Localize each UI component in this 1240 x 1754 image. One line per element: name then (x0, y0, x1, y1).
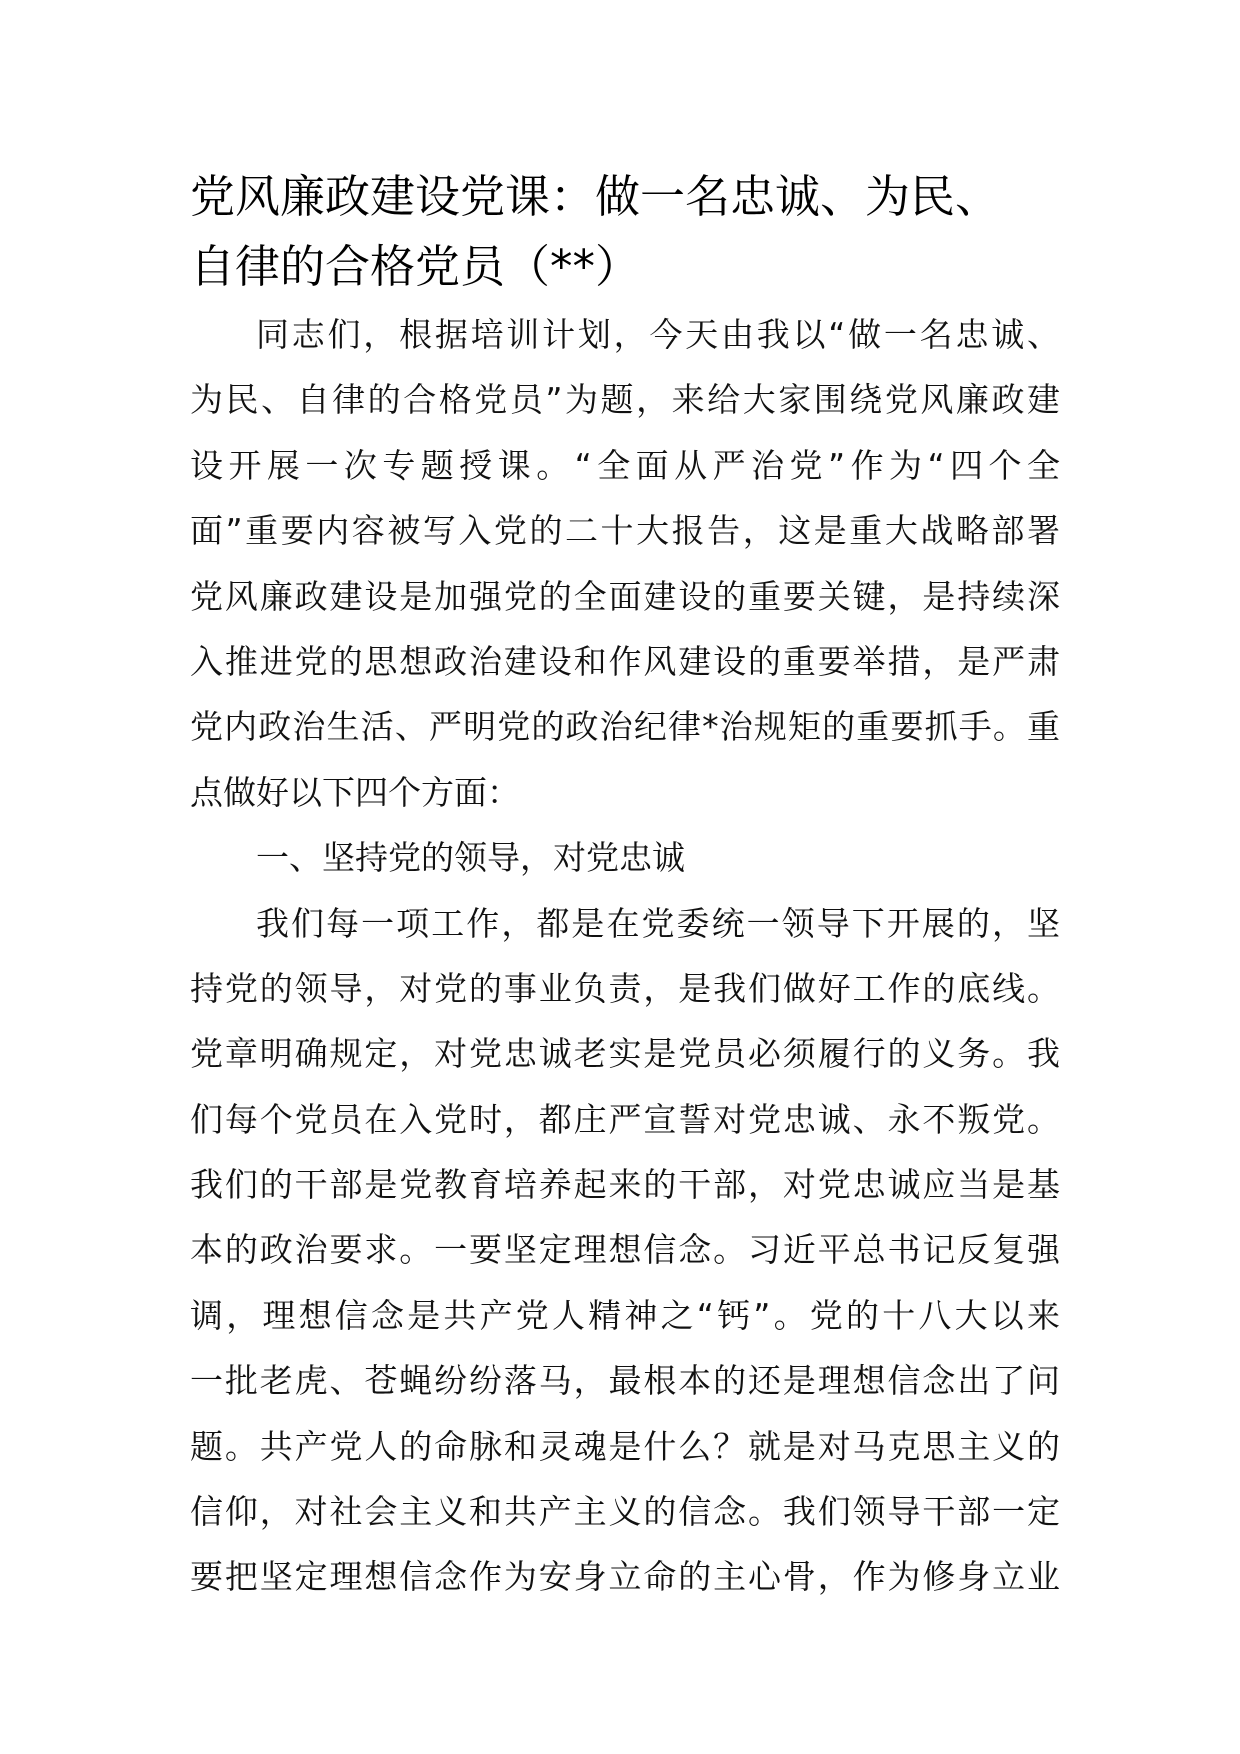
text-line: 党章明确规定，对党忠诚老实是党员必须履行的义务。我 (190, 1034, 1060, 1074)
text-line: 要把坚定理想信念作为安身立命的主心骨，作为修身立业 (190, 1557, 1060, 1597)
section-paragraph (190, 891, 1060, 1610)
text-line: 点做好以下四个方面： (190, 772, 520, 812)
text-line: 信仰，对社会主义和共产主义的信念。我们领导干部一定 (190, 1492, 1060, 1532)
title-line: 自律的合格党员（**） (190, 240, 641, 293)
text-line: 们每个党员在入党时，都庄严宣誓对党忠诚、永不叛党。 (190, 1099, 1060, 1139)
text-line: 党风廉政建设是加强党的全面建设的重要关键，是持续深 (190, 576, 1060, 616)
text-line: 本的政治要求。一要坚定理想信念。习近平总书记反复强 (190, 1230, 1060, 1270)
text-line: 我们每一项工作，都是在党委统一领导下开展的，坚 (256, 903, 1060, 943)
section-heading: 一、坚持党的领导，对党忠诚 (256, 838, 685, 878)
text-line: 一批老虎、苍蝇纷纷落马，最根本的还是理想信念出了问 (190, 1361, 1060, 1401)
text-line: 持党的领导，对党的事业负责，是我们做好工作的底线。 (190, 968, 1060, 1008)
document-title (190, 162, 1060, 302)
text-line: 调，理想信念是共产党人精神之“钙”。党的十八大以来 (190, 1295, 1060, 1335)
text-line: 我们的干部是党教育培养起来的干部，对党忠诚应当是基 (190, 1165, 1060, 1205)
text-line: 同志们，根据培训计划，今天由我以“做一名忠诚、 (256, 315, 1060, 354)
text-line: 设开展一次专题授课。“全面从严治党”作为“四个全 (190, 445, 1060, 485)
text-line: 党内政治生活、严明党的政治纪律*治规矩的重要抓手。重 (190, 707, 1060, 747)
title-line: 党风廉政建设党课：做一名忠诚、为民、 (190, 170, 1001, 223)
text-line: 面”重要内容被写入党的二十大报告，这是重大战略部署 (190, 511, 1060, 551)
intro-paragraph (190, 302, 1060, 825)
text-line: 为民、自律的合格党员”为题，来给大家围绕党风廉政建 (190, 380, 1060, 420)
document-page (190, 162, 1060, 1610)
text-line: 题。共产党人的命脉和灵魂是什么？就是对马克思主义的 (190, 1426, 1060, 1466)
text-line: 入推进党的思想政治建设和作风建设的重要举措，是严肃 (190, 641, 1060, 681)
